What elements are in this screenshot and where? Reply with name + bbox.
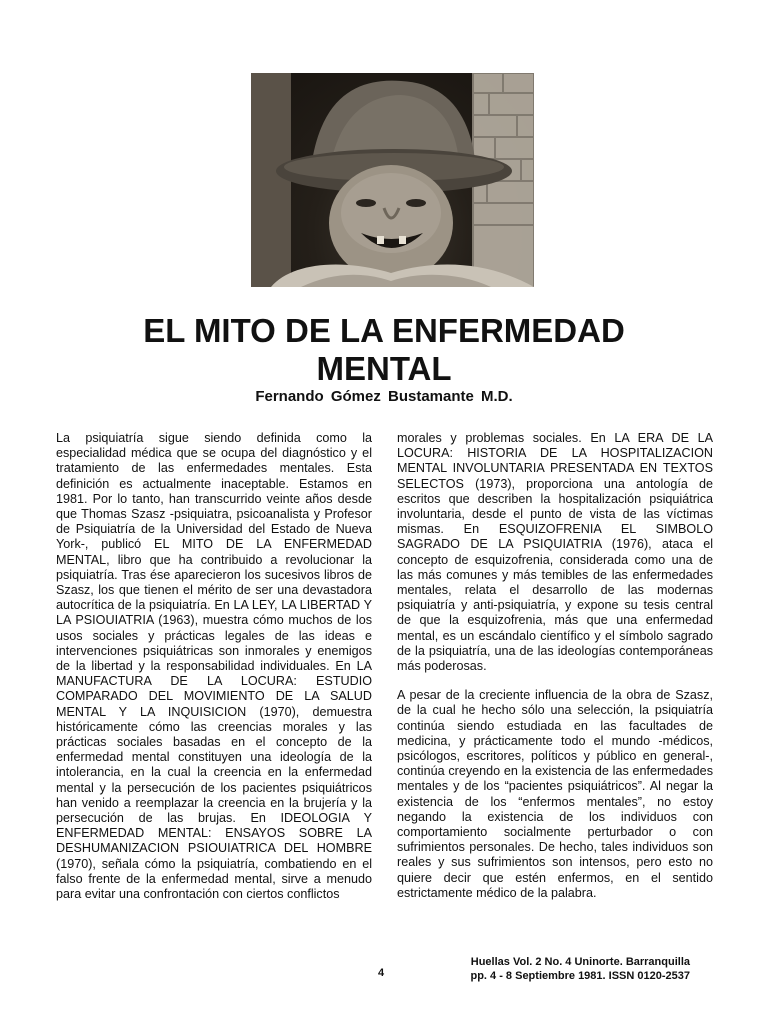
right-column	[397, 431, 713, 901]
article-author: Fernando Gómez Bustamante M.D.	[255, 388, 513, 405]
portrait-illustration	[251, 73, 534, 287]
citation-line-journal: Huellas Vol. 2 No. 4 Uninorte. Barranquilla	[470, 956, 690, 968]
article-title: EL MITO DE LA ENFERMEDAD MENTAL	[143, 312, 625, 387]
right-eye	[406, 199, 426, 207]
left-column	[56, 431, 372, 902]
body-paragraph: La psiquiatría sigue siendo definida como la especialidad médica que se ocupa del diagnóstico y el tratamiento de las enfermedades mentales. Esta definición es actualmente inaceptable. Estamos en 1981. Por lo tanto, han transcurrido veinte años desde que Thomas Szasz -psiquiatra, psicoanalista y Profesor de Psiquiatría de la Universidad del Estado de Nueva York-, publicó EL MITO DE LA ENFERMEDAD MENTAL, libro que ha contribuido a revolucionar la psiquiatría. Tras ése aparecieron los sucesivos libros de Szasz, los que tienen el mérito de ser una devastadora autocrítica de la psiquiatría. En LA LEY, LA LIBERTAD Y LA PSIOUIATRIA (1963), muestra cómo muchos de los usos sociales y prácticas legales de las ideas e intervenciones psiquiátricas son inmorales y enemigos de la libertad y la responsabilidad individuales. En LA MANUFACTURA DE LA LOCURA: ESTUDIO COMPARADO DEL MOVIMIENTO DE LA SALUD MENTAL Y LA INQUISICION (1970), demuestra históricamente cómo las creencias morales y las prácticas sociales basadas en el concepto de la enfermedad mental constituyen una ideología de la intolerancia, en la cual la creencia en la enfermedad mental y la persecución de los pacientes psiquiátricos han venido a reemplazar la creencia en la brujería y la persecución de las brujas. En IDEOLOGIA Y ENFERMEDAD MENTAL: ENSAYOS SOBRE LA DESHUMANIZACION PSIOUIATRICA DEL HOMBRE (1970), señala cómo la psiquiatría, combatiendo en el falso frente de la enfermedad mental, sirve a menudo para evitar una confrontación con ciertos conflictos	[56, 431, 372, 902]
article-photo	[251, 73, 534, 287]
citation-footer	[410, 955, 690, 983]
page-number: 4	[378, 967, 385, 979]
left-eye	[356, 199, 376, 207]
body-paragraph: A pesar de la creciente influencia de la obra de Szasz, de la cual he hecho sólo una selección, la psiquiatría continúa siendo estudiada en las facultades de medicina, y prácticamente todo el mundo -médicos, psicólogos, escritores, políticos y público en general-, continúa creyendo en la existencia de las enfermedades mentales y de los “pacientes psiquiátricos”. Al negar la existencia de los “enfermos mentales”, no estoy negando la existencia de los individuos con comportamiento socialmente perturbador o con sufrimientos personales. De hecho, tales individuos son reales y sus sufrimientos son intensos, pero esto no quiere decir que estén enfermos, en el sentido estrictamente médico de la palabra.	[397, 688, 713, 900]
body-paragraph: morales y problemas sociales. En LA ERA DE LA LOCURA: HISTORIA DE LA HOSPITALIZACION MENTAL INVOLUNTARIA PRESENTADA EN TEXTOS SELECTOS (1973), proporciona una antología de escritos que describen la hospitalización psiquiátrica involuntaria, desde el punto de vista de las víctimas mismas. En ESQUIZOFRENIA EL SIMBOLO SAGRADO DE LA PSIQUIATRIA (1976), ataca el concepto de esquizofrenia, considerada como una de las más comunes y más temibles de las enfermedades mentales, relata el desarrollo de las modernas psiquiatría y anti-psiquiatría, y expone su tesis central de que la esquizofrenia, más que una enfermedad mental, es un escándalo científico y el símbolo sagrado de la psiquiatría, una de las ideologías contemporáneas más poderosas.	[397, 431, 713, 674]
left-shadow	[251, 73, 291, 287]
citation-line-issue: pp. 4 - 8 Septiembre 1981. ISSN 0120-2537	[470, 970, 690, 982]
